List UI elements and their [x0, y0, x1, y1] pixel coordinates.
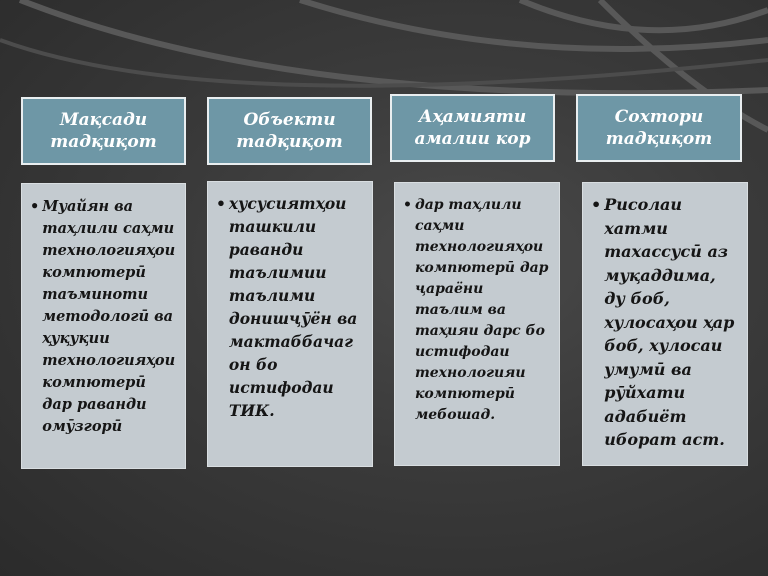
card-research-goal — [21, 183, 186, 469]
header-research-structure-text: Сохтори тадқиқот — [605, 107, 713, 149]
header-research-structure — [576, 94, 742, 162]
header-practical-significance — [390, 94, 555, 162]
bullet-icon: • — [30, 198, 40, 215]
header-research-goal-text: Мақсади тадқиқот — [50, 110, 157, 152]
header-practical-significance-text: Аҳамияти амалии кор — [414, 107, 531, 149]
header-research-object — [207, 97, 372, 165]
card-research-object-text: хусусиятҳои ташкили раванди таълимии таълими донишҷӯён ва мактаббачаг он бо истифодаи ТИК. — [228, 194, 358, 420]
bullet-icon: • — [403, 197, 412, 213]
card-practical-significance-text: дар таҳлили саҳми технологияҳои компютерӣ дар ҷараёни таълим ва таҳияи дарс бо истифодаи технологияи компютерӣ мебошад. — [414, 197, 549, 423]
bullet-icon: • — [216, 194, 226, 213]
card-research-goal-text: Муайян ва таҳлили саҳми технологияҳои компютерӣ таъминоти методологӣ ва ҳуқуқии технологияҳои компютерӣ дар раванди омӯзгорӣ — [42, 198, 176, 435]
list-item — [403, 195, 553, 426]
card-practical-significance — [394, 182, 560, 466]
list-item — [216, 192, 366, 422]
list-item — [30, 196, 179, 438]
card-research-structure-text: Рисолаи хатми тахассусӣ аз муқаддима, ду боб, хулосаҳои ҳар боб, хулосаи умумӣ ва рӯйхати адабиёт иборат аст. — [604, 195, 735, 449]
card-research-object — [207, 181, 373, 467]
bullet-icon: • — [591, 195, 602, 214]
card-research-structure — [582, 182, 748, 466]
header-research-object-text: Объекти тадқиқот — [236, 110, 343, 152]
list-item — [591, 193, 741, 452]
header-research-goal — [21, 97, 186, 165]
